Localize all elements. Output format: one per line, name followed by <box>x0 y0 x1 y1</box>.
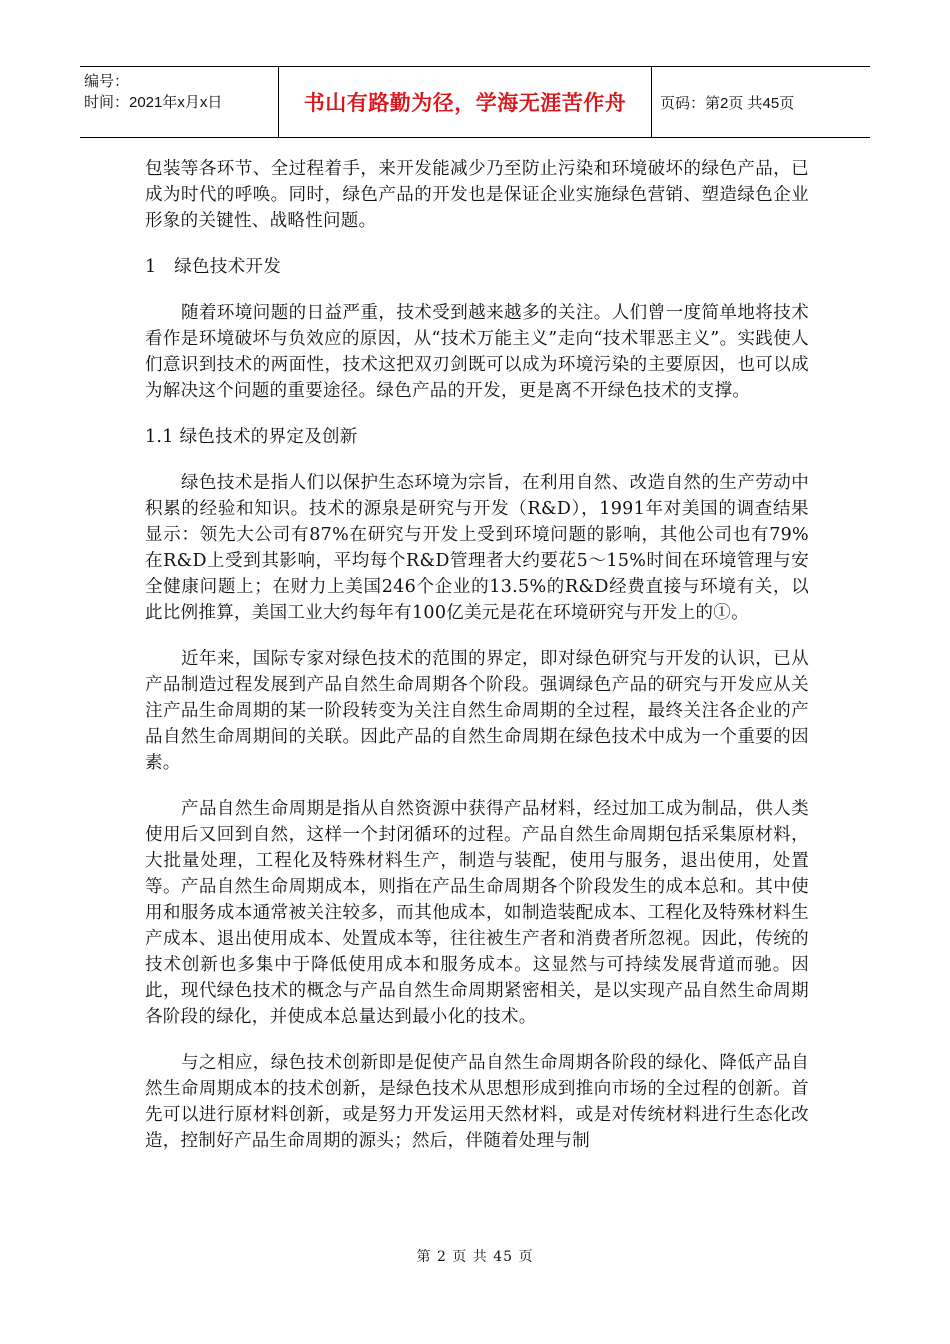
document-code-label: 编号： <box>84 73 130 90</box>
document-time: 时间：2021年x月x日 <box>84 94 223 111</box>
paragraph: 与之相应，绿色技术创新即是促使产品自然生命周期各阶段的绿化、降低产品自然生命周期成本的技术创新，是绿色技术从思想形成到推向市场的全过程的创新。首先可以进行原材料创新，或是努力开发运用天然材料，或是对传统材料进行生态化改造，控制好产品生命周期的源头；然后，伴随着处理与制 <box>145 1053 809 1151</box>
paragraph: 随着环境问题的日益严重，技术受到越来越多的关注。人们曾一度简单地将技术看作是环境破坏与负效应的原因，从“技术万能主义”走向“技术罪恶主义”。实践使人们意识到技术的两面性，技术这把双刃剑既可以成为环境污染的主要原因，也可以成为解决这个问题的重要途径。绿色产品的开发，更是离不开绿色技术的支撑。 <box>145 303 809 401</box>
header-page-info-cell <box>652 67 870 137</box>
paragraph-continued: 包装等各环节、全过程着手，来开发能减少乃至防止污染和环境破坏的绿色产品，已成为时代的呼唤。同时，绿色产品的开发也是保证企业实施绿色营销、塑造绿色企业形象的关键性、战略性问题。 <box>145 159 809 231</box>
header-motto-cell <box>278 67 652 137</box>
header-meta <box>80 67 278 137</box>
section-heading-1-1: 1.1 绿色技术的界定及创新 <box>145 427 358 447</box>
paragraph: 绿色技术是指人们以保护生态环境为宗旨，在利用自然、改造自然的生产劳动中积累的经验和知识。技术的源泉是研究与开发（R&D），1991年对美国的调查结果显示：领先大公司有87%在研究与开发上受到环境问题的影响，其他公司也有79%在R&D上受到其影响，平均每个R&D管理者大约要花5～15%时间在环境管理与安全健康问题上；在财力上美国246个企业的13.5%的R&D经费直接与环境有关，以此比例推算，美国工业大约每年有100亿美元是花在环境研究与开发上的①。 <box>145 473 809 623</box>
paragraph: 产品自然生命周期是指从自然资源中获得产品材料，经过加工成为制品，供人类使用后又回到自然，这样一个封闭循环的过程。产品自然生命周期包括采集原材料，大批量处理，工程化及特殊材料生产，制造与装配，使用与服务，退出使用，处置等。产品自然生命周期成本，则指在产品生命周期各个阶段发生的成本总和。其中使用和服务成本通常被关注较多，而其他成本，如制造装配成本、工程化及特殊材料生产成本、退出使用成本、处置成本等，往往被生产者和消费者所忽视。因此，传统的技术创新也多集中于降低使用成本和服务成本。这显然与可持续发展背道而驰。因此，现代绿色技术的概念与产品自然生命周期紧密相关，是以实现产品自然生命周期各阶段的绿化，并使成本总量达到最小化的技术。 <box>145 799 809 1027</box>
page-header <box>80 66 870 138</box>
section-heading-1: 1 绿色技术开发 <box>145 257 282 277</box>
header-page-info: 页码：第2页 共45页 <box>660 94 795 112</box>
page-footer: 第 2 页 共 45 页 <box>416 1249 534 1265</box>
paragraph: 近年来，国际专家对绿色技术的范围的界定，即对绿色研究与开发的认识，已从产品制造过程发展到产品自然生命周期各个阶段。强调绿色产品的研究与开发应从关注产品生命周期的某一阶段转变为关注自然生命周期的全过程，最终关注各企业的产品自然生命周期间的关联。因此产品的自然生命周期在绿色技术中成为一个重要的因素。 <box>145 649 809 773</box>
document-body <box>145 156 809 1174</box>
motto-text: 书山有路勤为径，学海无涯苦作舟 <box>303 91 627 115</box>
